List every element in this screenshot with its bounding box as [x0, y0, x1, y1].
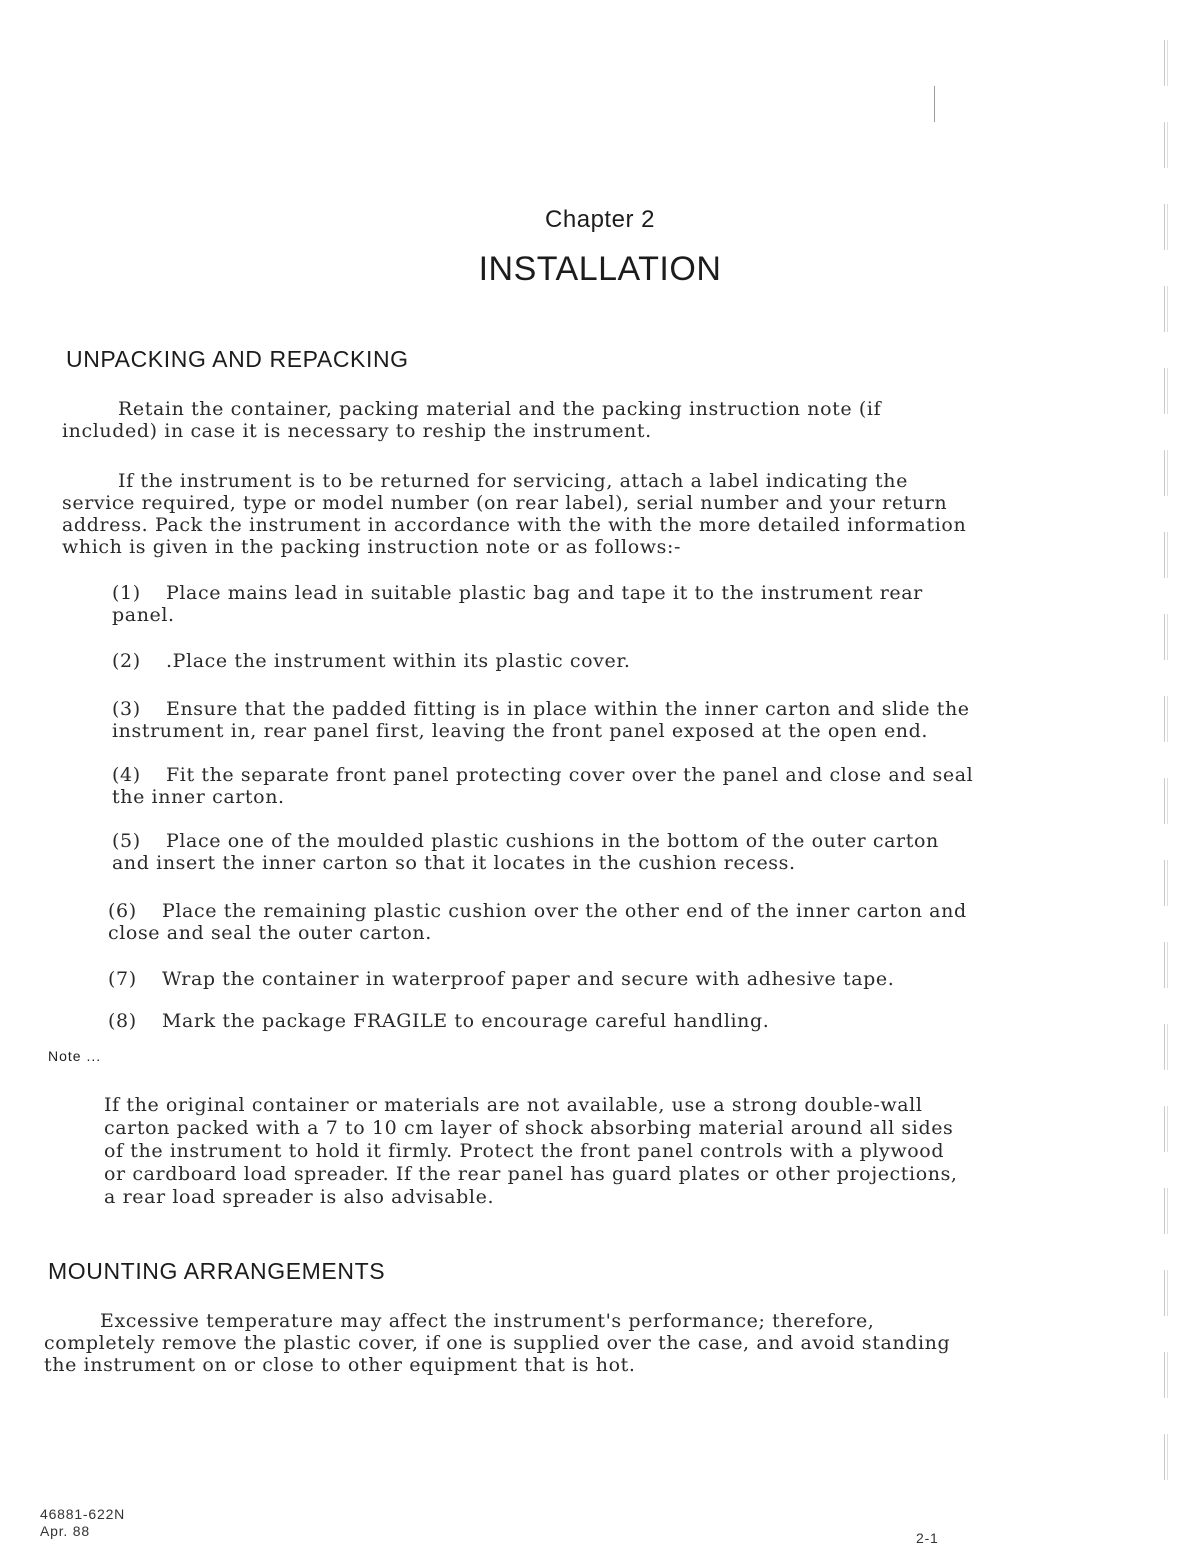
step-5 [112, 830, 978, 874]
binder-mark [1164, 40, 1168, 86]
step-number: (3) [112, 698, 141, 720]
step-2 [112, 650, 978, 672]
step-number: (4) [112, 764, 141, 786]
chapter-title: INSTALLATION [478, 250, 722, 288]
section-heading-unpacking: UNPACKING AND REPACKING [66, 346, 409, 372]
step-text: Fit the separate front panel protecting cover over the panel and close and seal the inner carton. [112, 764, 974, 808]
section-heading-mounting: MOUNTING ARRANGEMENTS [48, 1258, 386, 1284]
binder-mark [1164, 368, 1168, 414]
binder-mark [1164, 1434, 1168, 1480]
page-number: 2-1 [916, 1530, 939, 1546]
binder-mark [1164, 1106, 1168, 1152]
paragraph-retain: Retain the container, packing material and the packing instruction note (if included) in case it is necessary to reship the instrument. [62, 398, 882, 442]
binder-mark [1164, 450, 1168, 496]
note-text: If the original container or materials are not available, use a strong double-wall carton packed with a 7 to 10 cm layer of shock absorbing material around all sides of the instrument to hold it firmly. Protect the front panel controls with a plywood or cardboard load spreader. If the rear panel has guard plates or other projections, a rear load spreader is also advisable. [104, 1094, 958, 1208]
step-6 [108, 900, 974, 944]
binder-mark [1164, 532, 1168, 578]
binder-mark [1164, 1188, 1168, 1234]
binder-mark [1164, 942, 1168, 988]
step-text: Ensure that the padded fitting is in place within the inner carton and slide the instrument in, rear panel first, leaving the front panel exposed at the open end. [112, 698, 970, 742]
paragraph-temperature: Excessive temperature may affect the instrument's performance; therefore, completely remove the plastic cover, if one is supplied over the case, and avoid standing the instrument on or close to other equipment that is hot. [44, 1310, 951, 1376]
note-label: Note ... [48, 1048, 102, 1064]
step-text: Place one of the moulded plastic cushions in the bottom of the outer carton and insert the inner carton so that it locates in the cushion recess. [112, 830, 939, 874]
scan-artifact-line [934, 86, 935, 122]
chapter-label: Chapter 2 [545, 206, 655, 233]
step-text: .Place the instrument within its plastic cover. [166, 650, 631, 672]
document-number: 46881-622N [40, 1506, 126, 1522]
binder-mark [1164, 286, 1168, 332]
step-text: Place the remaining plastic cushion over the other end of the inner carton and close and seal the outer carton. [108, 900, 967, 944]
step-1 [112, 582, 978, 626]
step-number: (7) [108, 968, 137, 990]
step-text: Wrap the container in waterproof paper and secure with adhesive tape. [162, 968, 895, 990]
binder-mark [1164, 778, 1168, 824]
step-number: (2) [112, 650, 141, 672]
step-text: Place mains lead in suitable plastic bag and tape it to the instrument rear panel. [112, 582, 923, 626]
step-number: (6) [108, 900, 137, 922]
paragraph-returned: If the instrument is to be returned for servicing, attach a label indicating the service required, type or model number (on rear label), serial number and your return address. Pack the instrument in accordance with the with the more detailed information which is given in the packing instruction note or as follows:- [62, 470, 967, 558]
binder-mark [1164, 1270, 1168, 1316]
step-number: (5) [112, 830, 141, 852]
step-3 [112, 698, 978, 742]
step-7 [108, 968, 974, 990]
step-number: (1) [112, 582, 141, 604]
footer-doc-info [40, 1506, 125, 1540]
binder-mark [1164, 696, 1168, 742]
step-text: Mark the package FRAGILE to encourage careful handling. [162, 1010, 770, 1032]
binder-mark [1164, 860, 1168, 906]
binder-mark [1164, 614, 1168, 660]
binder-mark [1164, 1024, 1168, 1070]
binder-mark [1164, 122, 1168, 168]
step-4 [112, 764, 978, 808]
step-8 [108, 1010, 974, 1032]
document-date: Apr. 88 [40, 1523, 90, 1539]
step-number: (8) [108, 1010, 137, 1032]
binder-mark [1164, 1352, 1168, 1398]
